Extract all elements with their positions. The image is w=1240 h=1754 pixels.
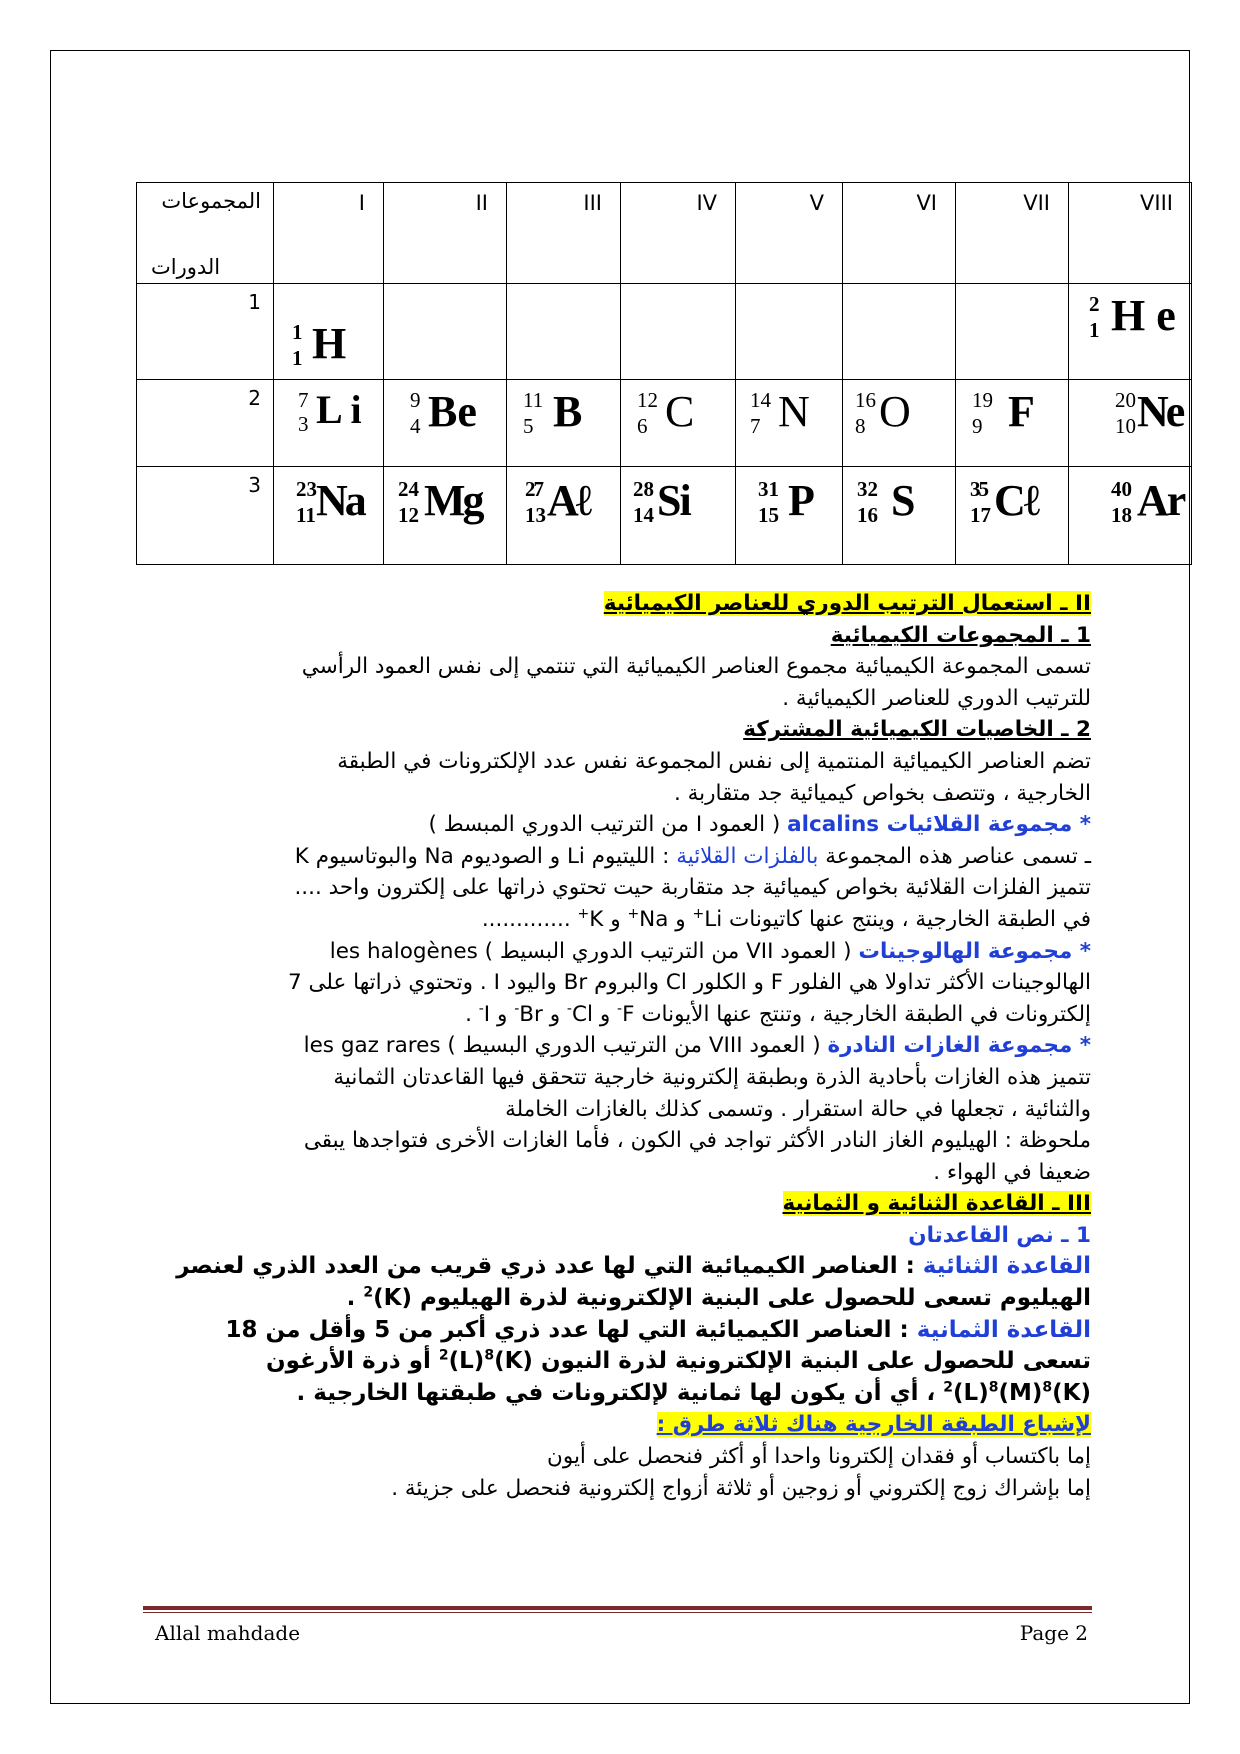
text-span: ، أي أن يكون لها ثمانية لإلكترونات في طبقتها الخارجية . [296, 1379, 944, 1406]
period-cell-2 [137, 380, 274, 467]
text-span: في الطبقة الخارجية ، وينتج عنها كاتيونات Li [704, 906, 1091, 932]
mass-number: 35 [970, 477, 987, 501]
text-span: . [346, 1285, 364, 1312]
element-cell-Li [274, 380, 384, 467]
text-span: (L) [953, 1379, 989, 1406]
element-cell-Cl [956, 467, 1069, 565]
footer-page-number: Page 2 [1019, 1621, 1088, 1645]
mass-number: 12 [637, 388, 658, 412]
paragraph-line: والثنائية ، تجعلها في حالة استقرار . وتسمى كذلك بالغازات الخاملة [505, 1096, 1091, 1122]
element-symbol: H e [1111, 291, 1176, 340]
subsection-1-title: 1 ـ المجموعات الكيميائية [830, 622, 1091, 648]
saturation-title: لإشباع الطبقة الخارجية هناك ثلاثة طرق : [656, 1412, 1091, 1438]
duet-rule-line [150, 1251, 1091, 1283]
paragraph-line: إما بإشراك زوج إلكتروني أو زوجين أو ثلاثة أزواج إلكترونية فنحصل على جزيئة . [391, 1475, 1091, 1501]
atomic-number: 9 [972, 414, 983, 438]
text-span: تسعى للحصول على البنية الإلكترونية لذرة النيون (K) [494, 1348, 1091, 1375]
exponent-sup: 2 [438, 1347, 449, 1364]
empty-cell [843, 284, 956, 380]
periodic-table [136, 182, 1192, 565]
text-span: إلكترونات في الطبقة الخارجية ، وتنتج عنها الأيونات F [622, 1001, 1091, 1027]
element-symbol: Ne [1137, 387, 1183, 436]
text-span: الهيليوم تسعى للحصول على البنية الإلكترونية لذرة الهيليوم (K) [373, 1285, 1091, 1312]
text-span: و Cl [571, 1001, 618, 1027]
alkali-group-label: * مجموعة القلائيات alcalins [787, 812, 1091, 838]
paragraph-line: الهالوجينات الأكثر تداولا هي الفلور F و الكلور Cl والبروم Br واليود I . وتحتوي ذراتها على 7 [287, 970, 1091, 996]
paragraph-line: ملحوظة : الهيليوم الغاز النادر الأكثر تواجد في الكون ، فأما الغازات الأخرى فتواجدها يبقى [303, 1128, 1091, 1154]
footer-author: Allal mahdade [155, 1621, 301, 1645]
mass-number: 27 [525, 477, 542, 501]
atomic-number: 1 [1089, 318, 1100, 342]
atomic-number: 12 [398, 503, 419, 527]
table-header-row [137, 183, 1192, 284]
element-cell-C [621, 380, 736, 467]
element-symbol: B [553, 387, 583, 436]
text-span: و Br [519, 1001, 567, 1027]
noble-gas-group-label: * مجموعة الغازات النادرة [827, 1033, 1091, 1059]
mass-number: 16 [855, 388, 876, 412]
corner-groups-label: المجموعات [161, 189, 261, 213]
mass-number: 23 [296, 477, 317, 501]
exponent-sup: 8 [988, 1379, 999, 1396]
exponent-sup: 2 [943, 1379, 954, 1396]
period-number: 3 [248, 473, 261, 497]
exponent-sup: 8 [484, 1347, 495, 1364]
noble-gas-heading [150, 1030, 1091, 1062]
atomic-number: 16 [857, 503, 878, 527]
octet-rule-line [150, 1315, 1091, 1347]
section-3-title: III ـ القاعدة الثنائية و الثمانية [782, 1191, 1091, 1217]
text-span: ـ تسمى عناصر هذه المجموعة [818, 843, 1091, 869]
element-cell-Mg [384, 467, 507, 565]
period-cell-3 [137, 467, 274, 565]
mass-number: 40 [1111, 477, 1132, 501]
element-symbol: Si [657, 476, 690, 525]
atomic-number: 14 [633, 503, 654, 527]
period-number: 1 [248, 290, 261, 314]
alkali-heading [150, 809, 1091, 841]
element-symbol: Ar [1137, 476, 1185, 525]
corner-periods-label: الدورات [151, 255, 221, 279]
footer-rule [143, 1606, 1092, 1610]
octet-rule-line [150, 1378, 1091, 1410]
period-row-3 [137, 467, 1192, 565]
group-header-VI: VI [843, 183, 956, 284]
paragraph-line [150, 904, 1091, 936]
empty-cell [507, 284, 621, 380]
paragraph-line: إما باكتساب أو فقدان إلكترونا واحدا أو أكثر فنحصل على أيون [547, 1444, 1091, 1470]
element-cell-Ne [1069, 380, 1192, 467]
text-span: : العناصر الكيميائية التي لها عدد ذري قريب من العدد الذري لعنصر [176, 1253, 923, 1280]
text-span: و Na [639, 906, 693, 932]
element-cell-H [274, 284, 384, 380]
mass-number: 28 [633, 477, 654, 501]
atomic-number: 11 [296, 503, 316, 527]
mass-number: 20 [1115, 388, 1136, 412]
element-cell-Al [507, 467, 621, 565]
paragraph-line: تضم العناصر الكيميائية المنتمية إلى نفس المجموعة نفس عدد الإلكترونات في الطبقة [337, 748, 1091, 774]
octet-rule-line [150, 1346, 1091, 1378]
charge-sup: - [478, 1000, 484, 1017]
paragraph-line: تتميز هذه الغازات بأحادية الذرة وبطبقة إلكترونية خارجية تتحقق فيها القاعدتان الثمانية [333, 1064, 1091, 1090]
alkali-metals-term: بالفلزات القلائية [676, 843, 819, 869]
element-cell-F [956, 380, 1069, 467]
period-number: 2 [248, 386, 261, 410]
atomic-number: 4 [410, 414, 421, 438]
element-symbol: F [1008, 387, 1035, 436]
subsection-31-title: 1 ـ نص القاعدتان [908, 1222, 1091, 1248]
element-cell-O [843, 380, 956, 467]
element-symbol: P [788, 476, 815, 525]
mass-number: 31 [758, 477, 779, 501]
mass-number: 2 [1089, 292, 1100, 316]
element-symbol: Be [428, 387, 477, 436]
empty-cell [621, 284, 736, 380]
octet-rule-label: القاعدة الثمانية [916, 1316, 1091, 1343]
halogen-heading [150, 936, 1091, 968]
element-cell-Na [274, 467, 384, 565]
section-2-title: II ـ استعمال الترتيب الدوري للعناصر الكيميائية [603, 591, 1091, 616]
halogen-group-label: * مجموعة الهالوجينات [858, 938, 1091, 964]
element-symbol: C [665, 387, 695, 436]
charge-sup: - [617, 1000, 623, 1017]
mass-number: 32 [857, 477, 878, 501]
element-cell-He [1069, 284, 1192, 380]
text-span: (M) [998, 1379, 1043, 1406]
group-header-IV: IV [621, 183, 736, 284]
corner-cell [137, 183, 274, 284]
atomic-number: 15 [758, 503, 779, 527]
element-symbol: Na [316, 476, 364, 525]
exponent-sup: 2 [363, 1284, 374, 1301]
duet-rule-line [150, 1283, 1091, 1315]
mass-number: 1 [292, 320, 303, 344]
paragraph-line [150, 999, 1091, 1031]
atomic-number: 17 [970, 503, 991, 527]
noble-gas-group-desc: ( العمود VIII من الترتيب الدوري البسيط ) les gaz rares [303, 1033, 828, 1059]
period-cell-1 [137, 284, 274, 380]
paragraph-line: للترتيب الدوري للعناصر الكيميائية . [782, 685, 1091, 711]
element-symbol: N [778, 387, 810, 436]
paragraph-line: ضعيفا في الهواء . [933, 1159, 1091, 1185]
mass-number: 19 [972, 388, 993, 412]
element-cell-P [736, 467, 843, 565]
text-span: و I [483, 1001, 515, 1027]
text-span: ............. [481, 906, 578, 932]
group-header-V: V [736, 183, 843, 284]
element-symbol: O [879, 387, 911, 436]
charge-sup: + [692, 905, 705, 922]
period-row-2 [137, 380, 1192, 467]
mass-number: 11 [523, 388, 544, 412]
element-cell-S [843, 467, 956, 565]
paragraph-line: تسمى المجموعة الكيميائية مجموع العناصر الكيميائية التي تنتمي إلى نفس العمود الرأسي [301, 654, 1091, 680]
text-span: و K [589, 906, 628, 932]
mass-number: 7 [298, 388, 309, 412]
paragraph-line: تتميز الفلزات القلائية بخواص كيميائية جد متقاربة حيت تحتوي ذراتها على إلكترون واحد .... [294, 875, 1091, 901]
period-row-1 [137, 284, 1192, 380]
text-span: : الليتيوم Li و الصوديوم Na والبوتاسيوم K [294, 843, 677, 869]
atomic-number: 18 [1111, 503, 1132, 527]
charge-sup: - [566, 1000, 572, 1017]
alkali-group-desc: ( العمود I من الترتيب الدوري المبسط ) [428, 812, 788, 838]
charge-sup: - [514, 1000, 520, 1017]
mass-number: 24 [398, 477, 419, 501]
element-symbol: Mg [424, 476, 482, 525]
atomic-number: 13 [525, 503, 546, 527]
paragraph-line: الخارجية ، وتتصف بخواص كيميائية جد متقاربة . [673, 780, 1091, 806]
empty-cell [956, 284, 1069, 380]
empty-cell [736, 284, 843, 380]
element-symbol: Aℓ [547, 476, 590, 525]
group-header-I: I [274, 183, 384, 284]
group-header-VIII: VIII [1069, 183, 1192, 284]
atomic-number: 6 [637, 414, 648, 438]
footer-rule-thin [143, 1612, 1092, 1613]
empty-cell [384, 284, 507, 380]
charge-sup: + [577, 905, 590, 922]
document-body [150, 588, 1091, 1504]
charge-sup: + [627, 905, 640, 922]
atomic-number: 7 [750, 414, 761, 438]
element-cell-N [736, 380, 843, 467]
element-symbol: Cℓ [994, 476, 1039, 525]
element-symbol: H [312, 319, 347, 368]
group-header-III: III [507, 183, 621, 284]
duet-rule-label: القاعدة الثنائية [922, 1253, 1091, 1280]
text-span: (L) [448, 1348, 485, 1375]
subsection-2-title: 2 ـ الخاصيات الكيميائية المشتركة [743, 717, 1091, 743]
mass-number: 9 [410, 388, 421, 412]
exponent-sup: 8 [1042, 1379, 1053, 1396]
halogen-group-desc: ( العمود VII من الترتيب الدوري البسيط ) les halogènes [329, 938, 859, 964]
element-cell-Si [621, 467, 736, 565]
mass-number: 14 [750, 388, 771, 412]
element-symbol: S [891, 476, 916, 525]
atomic-number: 8 [855, 414, 866, 438]
element-cell-B [507, 380, 621, 467]
text-span: (K) [1052, 1379, 1091, 1406]
text-span: : العناصر الكيميائية التي لها عدد ذري أكبر من 5 وأقل من 18 [225, 1316, 917, 1343]
element-cell-Be [384, 380, 507, 467]
text-span: أو ذرة الأرغون [266, 1348, 439, 1375]
text-span: . [465, 1001, 479, 1027]
paragraph-line [150, 841, 1091, 873]
atomic-number: 3 [298, 412, 309, 436]
element-symbol: L i [316, 387, 362, 432]
element-cell-Ar [1069, 467, 1192, 565]
atomic-number: 10 [1115, 414, 1136, 438]
atomic-number: 1 [292, 346, 303, 370]
group-header-VII: VII [956, 183, 1069, 284]
group-header-II: II [384, 183, 507, 284]
atomic-number: 5 [523, 414, 534, 438]
